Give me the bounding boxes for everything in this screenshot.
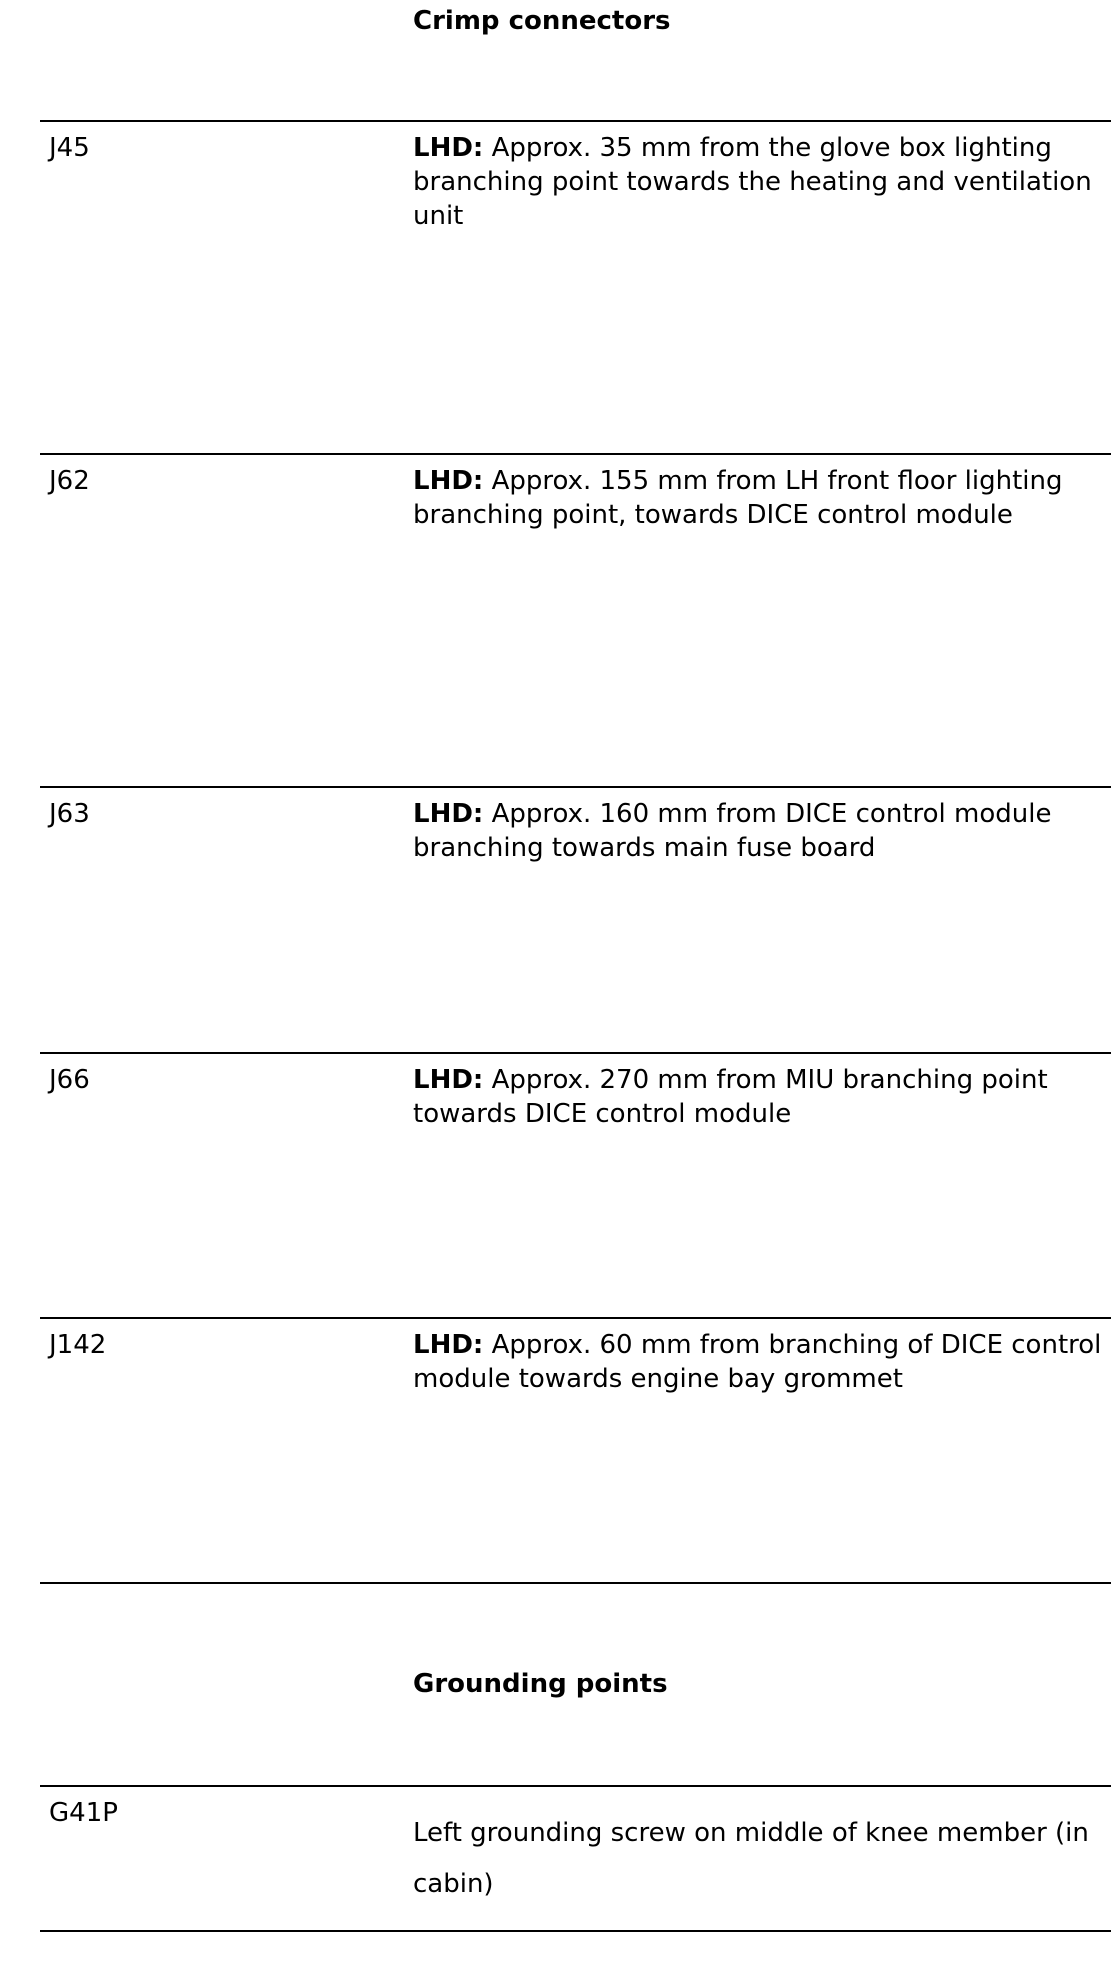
- table-divider: [40, 786, 1111, 788]
- table-divider: [40, 1930, 1111, 1932]
- connector-code: J63: [49, 799, 90, 829]
- lhd-label: LHD:: [413, 799, 484, 829]
- lhd-label: LHD:: [413, 466, 484, 496]
- connector-code: J62: [49, 466, 90, 496]
- location-description: [413, 1328, 1113, 1396]
- connector-code: J142: [49, 1330, 107, 1360]
- table-divider: [40, 1785, 1111, 1787]
- location-text: Approx. 160 mm from DICE control module branching towards main fuse board: [413, 799, 1052, 863]
- table-divider: [40, 120, 1111, 122]
- grounding-point-code: G41P: [49, 1798, 118, 1828]
- location-description: [413, 797, 1113, 865]
- table-divider: [40, 1582, 1111, 1584]
- location-text: Approx. 60 mm from branching of DICE control module towards engine bay grommet: [413, 1330, 1102, 1394]
- lhd-label: LHD:: [413, 1065, 484, 1095]
- connector-code: J66: [49, 1065, 90, 1095]
- location-description: [413, 464, 1113, 532]
- table-divider: [40, 1317, 1111, 1319]
- section-heading-crimp-connectors: Crimp connectors: [413, 6, 671, 36]
- lhd-label: LHD:: [413, 1330, 484, 1360]
- table-divider: [40, 1052, 1111, 1054]
- location-text: Approx. 155 mm from LH front floor lighting branching point, towards DICE control module: [413, 466, 1063, 530]
- connector-code: J45: [49, 133, 90, 163]
- section-heading-grounding-points: Grounding points: [413, 1669, 668, 1699]
- lhd-label: LHD:: [413, 133, 484, 163]
- location-text: Approx. 35 mm from the glove box lighting branching point towards the heating and ventilation unit: [413, 133, 1092, 231]
- table-divider: [40, 453, 1111, 455]
- location-description: [413, 131, 1113, 233]
- location-text: Approx. 270 mm from MIU branching point towards DICE control module: [413, 1065, 1048, 1129]
- location-description: Left grounding screw on middle of knee member (in cabin): [413, 1818, 1089, 1899]
- location-description: [413, 1063, 1113, 1131]
